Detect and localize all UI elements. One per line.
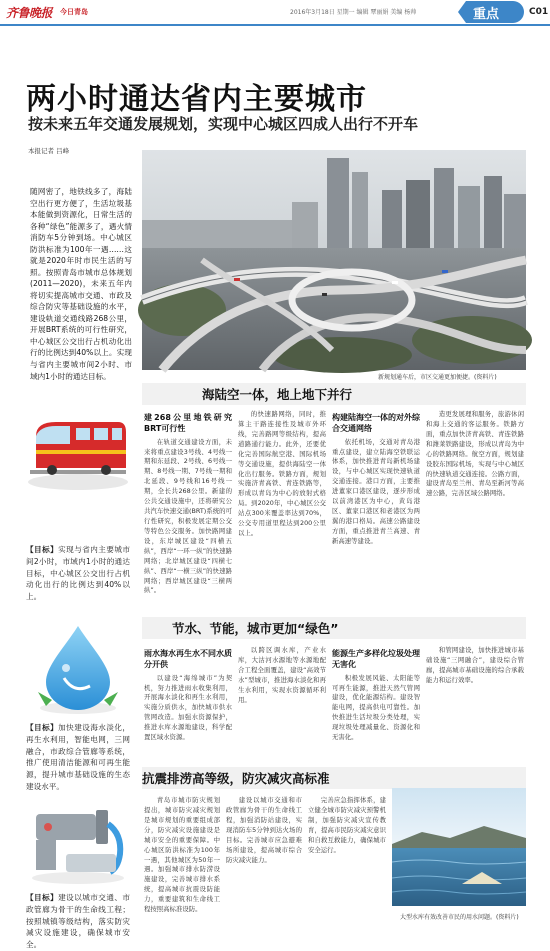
section-name: 今日青岛 bbox=[60, 8, 89, 16]
section-title-3: 抗震排涝高等级，防灾减灾高标准 bbox=[142, 771, 330, 786]
section1-col-3 bbox=[332, 410, 420, 620]
byline: 本报记者 吕峰 bbox=[28, 147, 70, 155]
logo-text: 齐鲁晚报 bbox=[6, 5, 53, 20]
issue-meta: 2016年3月18日 星期一 编辑 覃丽娟 美编 杨帅 bbox=[290, 9, 417, 16]
section3-col2-text: 建设以城市交通和市政管廊为骨干的生命线工程，加强消防站建设，实现消防车5分钟到达火场的目标。完善城市应急避难场所建设，提高城市综合防灾减灾能力。 bbox=[226, 796, 302, 864]
newspaper-logo bbox=[6, 4, 88, 20]
page-subheadline: 按未来五年交通发展规划，实现中心城区四成人出行不开车 bbox=[28, 115, 419, 133]
target-box-2 bbox=[26, 722, 130, 793]
section3-col-1 bbox=[144, 796, 220, 932]
section2-col1-text: 以建设“海绵城市”为契机，努力推进雨水收集利用，开展海水淡化和再生水利用，实施分质供水，加快城市供水管网改造。加强水资源保护，推进水库水源地建设，科学配置区域水资源。 bbox=[144, 673, 232, 742]
section3-col1-text: 青岛市城市防灾规划提出，城市防灾减灾规划是城市规划的重要组成部分，防灾减灾设施建设是城市安全的重要保障。中心城区防洪标准为100年一遇，其他城区为50年一遇。加强城市排水防涝设施建设，完善城市排水系统，提高城市抗震设防能力，重要建筑和生命线工程按照高标准设防。 bbox=[144, 796, 220, 914]
photo-caption-2: 大型水库有效改善市民的用水问题。(资料片) bbox=[400, 914, 519, 921]
masthead-rule bbox=[0, 24, 550, 26]
page-number: C01 bbox=[529, 7, 549, 17]
city-interchange-photo bbox=[142, 150, 526, 370]
section1-col-1 bbox=[144, 410, 232, 620]
section1-col-2 bbox=[238, 410, 326, 620]
section-title-2: 节水、节能，城市更加“绿色” bbox=[172, 621, 339, 636]
section-band-3 bbox=[142, 767, 526, 789]
section1-col3-heading: 构建陆海空一体的对外综合交通网络 bbox=[332, 413, 420, 433]
section-band-2 bbox=[142, 617, 526, 639]
section-pill: 重点 bbox=[466, 1, 524, 23]
masthead bbox=[0, 0, 550, 24]
section2-col-4 bbox=[426, 646, 524, 764]
section-title-1: 海陆空一体，地上地下并行 bbox=[202, 387, 353, 402]
water-drop-icon bbox=[26, 622, 130, 716]
section2-col-3 bbox=[332, 646, 420, 764]
section2-col3-heading: 能源生产多样化垃圾处理无害化 bbox=[332, 649, 420, 669]
section-band-1 bbox=[142, 383, 526, 405]
drainage-pipe-icon bbox=[26, 794, 130, 886]
section3-col-3 bbox=[308, 796, 386, 932]
photo-caption-1: 新规划通车后，市区交通更加便捷。(资料片) bbox=[378, 374, 497, 381]
train-icon bbox=[26, 412, 130, 492]
reservoir-photo bbox=[392, 788, 526, 906]
section1-col1-heading: 建268公里地铁研究BRT可行性 bbox=[144, 413, 232, 433]
section1-col2-text: 的快速路网络，同时，推算主干路连接性及城市外环线，完善路网等级结构，提高道路通行能力。此外，还要优化完善国际航空港、国际机场等交通设施，提供海陆空一体化出行服务。铁路方面，规划实施济青高铁、青连铁路等，形成以青岛为中心的放射式格局。到2020年，中心城区公交站点300米覆盖率达到70%，公交专用道里程达到200公里以上。 bbox=[238, 410, 326, 538]
target-tag: 【目标】 bbox=[26, 723, 59, 732]
section1-col-4 bbox=[426, 410, 524, 620]
target-text: 加快建设海水淡化，再生水利用，智能电网，三网融合，市政综合管廊等系统，推广使用清洁能源和可再生能源，提升城市基础设施的生态建设水平。 bbox=[26, 723, 131, 791]
section2-col-2 bbox=[238, 646, 326, 764]
target-box-3 bbox=[26, 892, 130, 951]
page-headline: 两小时通达省内主要城市 bbox=[26, 82, 367, 117]
target-text: 建设以城市交通、市政管廊为骨干的生命线工程；按照城镇等级结构，落实防灾减灾设施建设，确保城市安全。 bbox=[26, 893, 131, 950]
section1-col3-text: 依托机场，交通对青岛港重点建设，建立陆海空铁联运体系，加快推进青岛新机场建设，与中心城区实现快速轨道交通连接。港口方面，主要推进董家口港区建设，逐步形成以前湾港区为中心，黄岛港区、董家口港区和老港区为两翼的港口格局。高速公路建设方面，重点推进青兰高速、青新高速等建设。 bbox=[332, 437, 420, 545]
section2-col-1 bbox=[144, 646, 232, 764]
section2-col3-text: 积极发展风能、太阳能等可再生能源，推进天然气管网建设，优化能源结构。建设智能电网，提高供电可靠性。加快推进生活垃圾分类处理，实现垃圾处理减量化、资源化和无害化。 bbox=[332, 673, 420, 742]
section1-col1-text: 在轨道交通建设方面，未来将重点建设3号线、4号线一期和东延段、2号线、6号线一期、8号线一期、7号线一期和北延段、9号线和16号线一期，全长共268公里。新建的公共交通设施中，还将研究公共汽车快速交通(BRT)系统的可行性研究，积极发展定期公交等特色公交服务。加快路网建设，东岸城区建设“四横五纵”，西岸“一环一纵”的快速路网络；北岸城区建设“四横七纵”、西岸“一横三纵”的快速路网络；西岸城区建设“三横两纵”。 bbox=[144, 437, 232, 595]
section2-col2-text: 以跨区调水库，产业水库，大沽河水源地等水源地配合工程全面覆盖，建设“高效节水”型城市，推进海水淡化和再生水利用，实现水资源循环利用。 bbox=[238, 646, 326, 704]
target-box-1 bbox=[26, 544, 130, 603]
section1-col4-text: 造更发展理和服务，旅游休闲和海上交通的客运服务。铁路方面，重点加快济青高铁、青连铁路和潍莱铁路建设，形成以青岛为中心的铁路网络。航空方面，规划建设胶东国际机场，实现与中心城区的快速轨道交通连接。公路方面，建设青岛至兰州、青岛至新河等高速公路，完善区域公路网络。 bbox=[426, 410, 524, 498]
section2-col4-text: 和管网建设，加快推进城市基础设施“三网融合”，建设综合管廊，提高城市基础设施的综合承载能力和运行效率。 bbox=[426, 646, 524, 684]
target-tag: 【目标】 bbox=[26, 893, 59, 902]
section2-col1-heading: 雨水海水再生水不同水质分开供 bbox=[144, 649, 232, 669]
target-tag: 【目标】 bbox=[26, 545, 59, 554]
section3-col-2 bbox=[226, 796, 302, 932]
lead-paragraph: 随网密了，地铁线多了，海陆空出行更方便了，生活垃圾基本能做到资源化，日常生活的各种“绿色”能源多了，遇火情消防车5分钟到场。中心城区防洪标准为100年一遇……这就是2020年时市民生活的写照。按照青岛市城市总体规划(2011—2020)，未来五年内将切实提高城市交通、市政及综合防灾等基础设施的水平，建设轨道交通线路268公里，开展BRT系统的可行性研究，中心城区公交出行占机动化出行的比例达到40%以上。实现与省内主要城市间2小时、市域内1小时的通达目标。 bbox=[30, 187, 132, 381]
section3-col3-text: 完善应急指挥体系，建立健全城市防灾减灾预警机制，加强防灾减灾宣传教育，提高市民防灾减灾意识和自救互救能力，确保城市安全运行。 bbox=[308, 796, 386, 854]
target-text: 实现与省内主要城市间2小时，市域内1小时的通达目标，中心城区公交出行占机动化出行的比例达到40%以上。 bbox=[26, 545, 131, 602]
